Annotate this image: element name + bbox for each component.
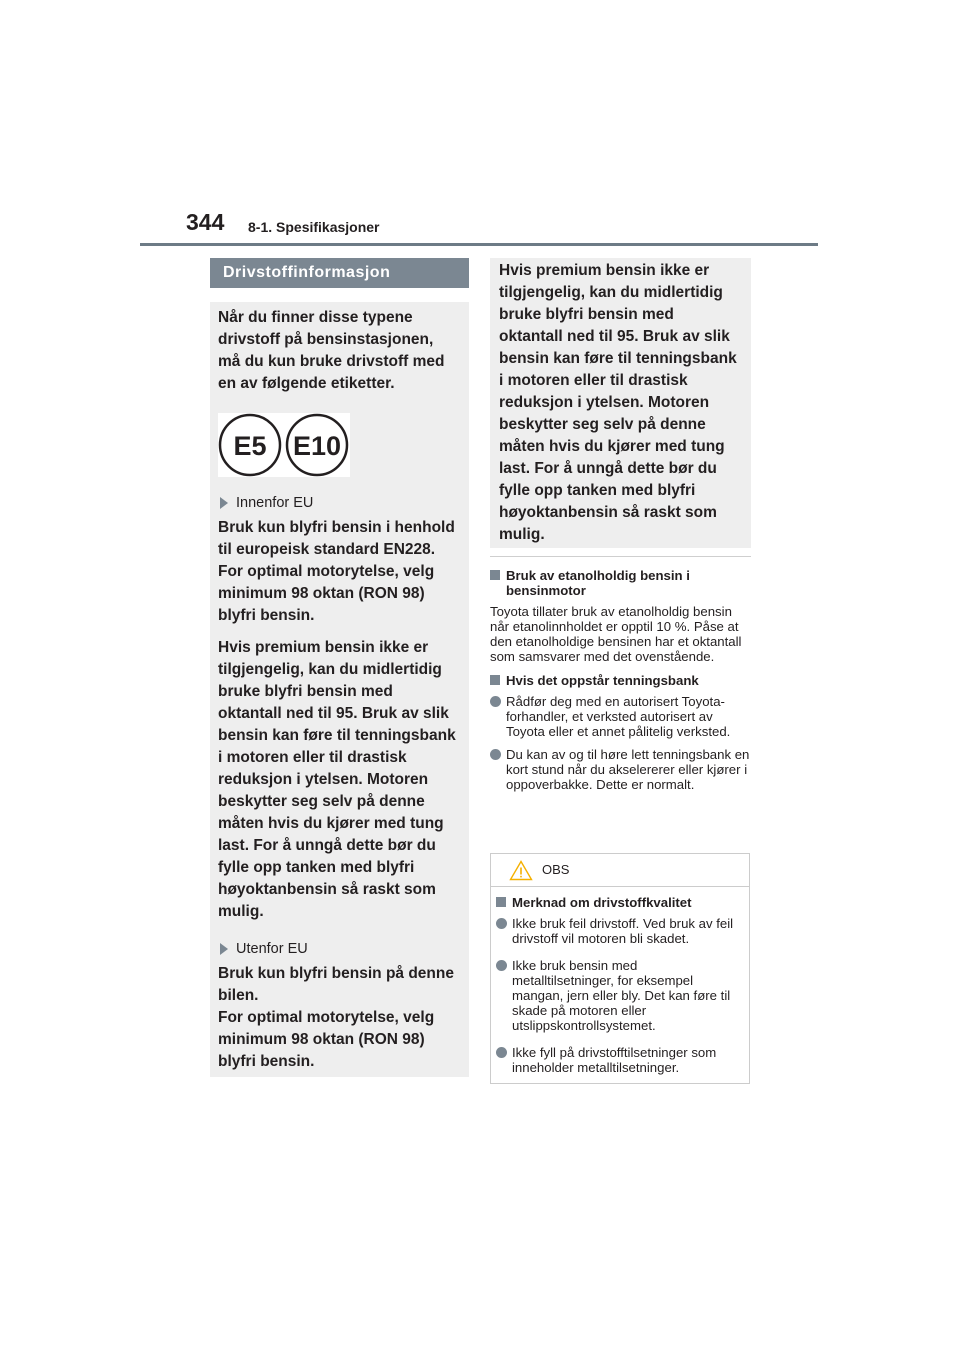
obs-body: [491, 887, 749, 1075]
label-e10: E10: [292, 431, 342, 461]
obs-box: [490, 853, 750, 1084]
right-rule: [490, 556, 751, 557]
knock-item-text: Du kan av og til høre lett tenningsbank en kort stund når du akselererer eller kjører i oppoverbakke. Dette er normalt.: [506, 747, 750, 792]
triangle-icon: [220, 943, 228, 955]
dot-bullet-icon: [496, 960, 507, 971]
fuel-label-graphic: [218, 413, 350, 477]
warning-icon: [509, 860, 533, 881]
ethanol-text: Toyota tillater bruk av etanolholdig bensin når etanolinnholdet er opptil 10 %. Påse at den etanolholdige bensinen har et oktantall som samsvarer med det ovenstående.: [490, 604, 742, 664]
obs-header: [491, 854, 749, 887]
ethanol-heading-label: Bruk av etanolholdig bensin i bensinmotor: [506, 568, 690, 598]
list-item: [496, 958, 737, 1033]
premium-fuel-text: Hvis premium bensin ikke er tilgjengelig, kan du midlertidig bruke blyfri bensin med oktantall ned til 95. Bruk av slik bensin kan føre til tenningsbank i motoren eller til drastisk reduksjon i ytelsen. Motoren beskytter seg selv på denne måten hvis du kjører med tung last. For å unngå dette bør du fylle opp tanken med blyfri høyoktanbensin så raskt som mulig.: [499, 262, 737, 543]
non-eu-paragraph-2: For optimal motorytelse, velg minimum 98 oktan (RON 98) blyfri bensin.: [218, 1009, 435, 1070]
premium-fuel-box: [490, 258, 751, 548]
list-item: [496, 916, 737, 946]
chapter-title: 8-1. Spesifikasjoner: [248, 219, 380, 235]
list-item: [490, 747, 751, 792]
header-rule: [140, 243, 818, 246]
knock-item-text: Rådfør deg med en autorisert Toyota-forhandler, et verksted autorisert av Toyota eller et annet pålitelig verksted.: [506, 694, 731, 739]
eu-paragraph-3: Hvis premium bensin ikke er tilgjengelig, kan du midlertidig bruke blyfri bensin med oktantall ned til 95. Bruk av slik bensin kan føre til tenningsbank i motoren eller til drastisk reduksjon i ytelsen. Motoren beskytter seg selv på denne måten hvis du kjører med tung last. For å unngå dette bør du fylle opp tanken med blyfri høyoktanbensin så raskt som mulig.: [218, 639, 456, 920]
square-bullet-icon: [496, 897, 506, 907]
obs-label: OBS: [542, 862, 570, 877]
dot-bullet-icon: [496, 918, 507, 929]
obs-heading: [496, 895, 737, 910]
square-bullet-icon: [490, 675, 500, 685]
ethanol-heading: [490, 568, 751, 598]
obs-item-text: Ikke bruk bensin med metalltilsetninger, for eksempel mangan, jern eller bly. Det kan føre til skade på motoren eller utslippskontrollsystemet.: [512, 958, 731, 1033]
intro-text: Når du finner disse typene drivstoff på bensinstasjonen, må du kun bruke drivstoff med en av følgende etiketter.: [218, 309, 445, 392]
non-eu-paragraph-1: Bruk kun blyfri bensin på denne bilen.: [218, 965, 454, 1004]
right-content: [490, 568, 751, 800]
section-title: Drivstoffinformasjon: [210, 258, 469, 288]
label-e5: E5: [233, 431, 267, 461]
triangle-icon: [220, 497, 228, 509]
list-item: [496, 1045, 737, 1075]
dot-bullet-icon: [490, 696, 501, 707]
obs-heading-label: Merknad om drivstoffkvalitet: [512, 895, 692, 910]
knock-heading: [490, 673, 751, 688]
spacer: [218, 627, 460, 637]
non-eu-heading: [218, 939, 460, 959]
dot-bullet-icon: [490, 749, 501, 760]
eu-paragraph-2: For optimal motorytelse, velg minimum 98 oktan (RON 98) blyfri bensin.: [218, 563, 435, 624]
list-item: [490, 694, 751, 739]
obs-item-text: Ikke fyll på drivstofftilsetninger som inneholder metalltilsetninger.: [512, 1045, 717, 1075]
page-number: 344: [186, 209, 225, 235]
fuel-info-box: [210, 302, 469, 1077]
obs-item-text: Ikke bruk feil drivstoff. Ved bruk av feil drivstoff vil motoren bli skadet.: [512, 916, 734, 946]
non-eu-heading-label: Utenfor EU: [236, 941, 308, 957]
eu-heading: [218, 493, 460, 513]
square-bullet-icon: [490, 570, 500, 580]
fuel-labels: [218, 413, 350, 477]
eu-heading-label: Innenfor EU: [236, 495, 314, 511]
dot-bullet-icon: [496, 1047, 507, 1058]
knock-heading-label: Hvis det oppstår tenningsbank: [506, 673, 699, 688]
eu-paragraph-1: Bruk kun blyfri bensin i henhold til europeisk standard EN228.: [218, 519, 455, 558]
